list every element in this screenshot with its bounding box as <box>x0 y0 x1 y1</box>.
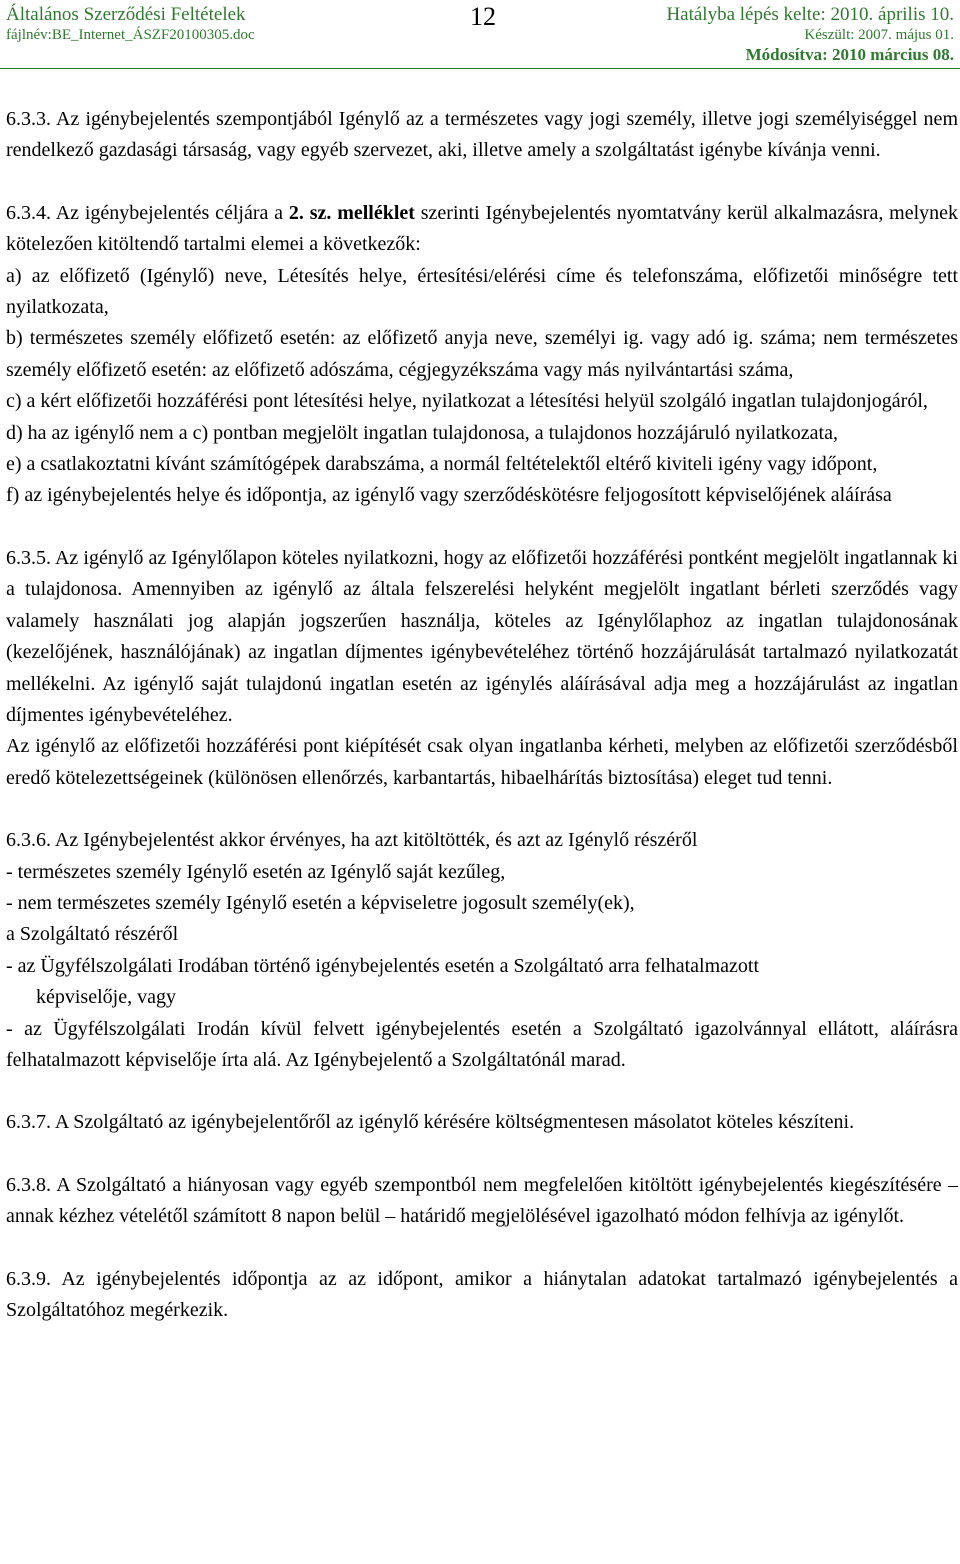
header-left <box>6 4 255 44</box>
effective-date: Hatályba lépés kelte: 2010. április 10. <box>666 4 954 25</box>
section-6-3-4 <box>6 198 958 261</box>
document-title: Általános Szerződési Feltételek <box>6 4 246 25</box>
list-item-d: d) ha az igénylő nem a c) pontban megjelölt ingatlan tulajdonosa, a tulajdonos hozzájáruló nyilatkozata, <box>6 421 838 444</box>
modified-date: Módosítva: 2010 március 08. <box>745 45 954 64</box>
page-header <box>0 0 960 70</box>
signer-office-continued: képviselője, vagy <box>36 986 176 1009</box>
section-6-3-7: 6.3.7. A Szolgáltató az igénybejelentőről az igénylő kérésére költségmentesen másolatot köteles készíteni. <box>6 1111 855 1134</box>
header-rule <box>0 68 960 69</box>
list-item-c: c) a kért előfizetői hozzáférési pont létesítési helye, nyilatkozat a létesítési helyül szolgáló ingatlan tulajdonjogáról, <box>6 390 928 413</box>
section-6-3-6: 6.3.6. Az Igénybejelentést akkor érvényes, ha azt kitöltötték, és azt az Igénylő részéről <box>6 829 698 852</box>
section-6-3-3: 6.3.3. Az igénybejelentés szempontjából Igénylő az a természetes vagy jogi személy, illetve jogi személyiséggel nem rendelkező gazdasági társaság, vagy egyéb szervezet, aki, illetve amely a szolgáltatást igénybe kívánja venni. <box>6 108 958 162</box>
annex-reference: 2. sz. melléklet <box>288 201 415 224</box>
list-item-b: b) természetes személy előfizető esetén: az előfizető anyja neve, személyi ig. vagy adó ig. száma; nem természetes személy előfizető esetén: az előfizető adószáma, cégjegyzékszáma vagy más nyilvántartási száma, <box>6 327 958 381</box>
signer-office: - az Ügyfélszolgálati Irodában történő igénybejelentés esetén a Szolgáltató arra felhatalmazott <box>6 954 759 977</box>
list-item-a: a) az előfizető (Igénylő) neve, Létesítés helye, értesítési/elérési címe és telefonszáma, előfizetői minőségre tett nyilatkozata, <box>6 264 958 319</box>
signer-legal-person: - nem természetes személy Igénylő esetén a képviseletre jogosult személy(ek), <box>6 891 635 914</box>
signer-natural-person: - természetes személy Igénylő esetén az Igénylő saját kezűleg, <box>6 860 506 883</box>
section-6-3-5-continued: Az igénylő az előfizetői hozzáférési pont kiépítését csak olyan ingatlanba kérheti, melyben az előfizetői szerződésből eredő kötelezettségeinek (különösen ellenőrzés, karbantartás, hibaelhárítás biztosítása) eleget tud tenni. <box>6 735 958 789</box>
file-name: fájlnév:BE_Internet_ÁSZF20100305.doc <box>6 27 255 43</box>
list-item-f: f) az igénybejelentés helye és időpontja, az igénylő vagy szerződéskötésre feljogosított képviselőjének aláírása <box>6 484 892 507</box>
section-6-3-9: 6.3.9. Az igénybejelentés időpontja az az időpont, amikor a hiánytalan adatokat tartalmazó igénybejelentés a Szolgáltatóhoz megérkezik. <box>6 1267 958 1321</box>
section-6-3-4-rest: szerinti Igénybejelentés nyomtatvány kerül alkalmazásra, melynek kötelezően kitöltendő tartalmi elemei a következők: <box>6 201 959 256</box>
signer-outside-office: - az Ügyfélszolgálati Irodán kívül felvett igénybejelentés esetén a Szolgáltató igazolvánnyal ellátott, aláírásra felhatalmazott képviselője írta alá. Az Igénybejelentő a Szolgáltatónál marad. <box>6 1017 958 1071</box>
section-6-3-5: 6.3.5. Az igénylő az Igénylőlapon köteles nyilatkozni, hogy az előfizetői hozzáférési pontként megjelölt ingatlannak ki a tulajdonosa. Amennyiben az igénylő az általa felszerelési helyként megjelölt ingatlant bérleti szerződés vagy valamely használati jog alapján jogszerűen használja, köteles az Igénylőlaphoz az ingatlan tulajdonosának (kezelőjének, használójának) az ingatlan díjmentes igénybevételéhez történő hozzájárulását tartalmazó nyilatkozatát mellékelni. Az igénylő saját tulajdonú ingatlan esetén az igénylés aláírásával adja meg a hozzájárulást az ingatlan díjmentes igénybevételéhez. <box>6 546 958 726</box>
list-item-e: e) a csatlakoztatni kívánt számítógépek darabszáma, a normál feltételektől eltérő kiviteli igény vagy időpont, <box>6 453 878 476</box>
provider-side-label: a Szolgáltató részéről <box>6 923 179 946</box>
document-body <box>6 104 958 1326</box>
created-date: Készült: 2007. május 01. <box>804 27 954 43</box>
section-6-3-4-intro: 6.3.4. Az igénybejelentés céljára a <box>6 201 289 224</box>
section-6-3-8: 6.3.8. A Szolgáltató a hiányosan vagy egyéb szempontból nem megfelelően kitöltött igénybejelentés kiegészítésére – annak kézhez vételétől számított 8 napon belül – határidő megjelölésével igazolható módon felhívja az igénylőt. <box>6 1173 958 1228</box>
header-right <box>666 4 954 66</box>
page-number: 12 <box>470 2 496 31</box>
